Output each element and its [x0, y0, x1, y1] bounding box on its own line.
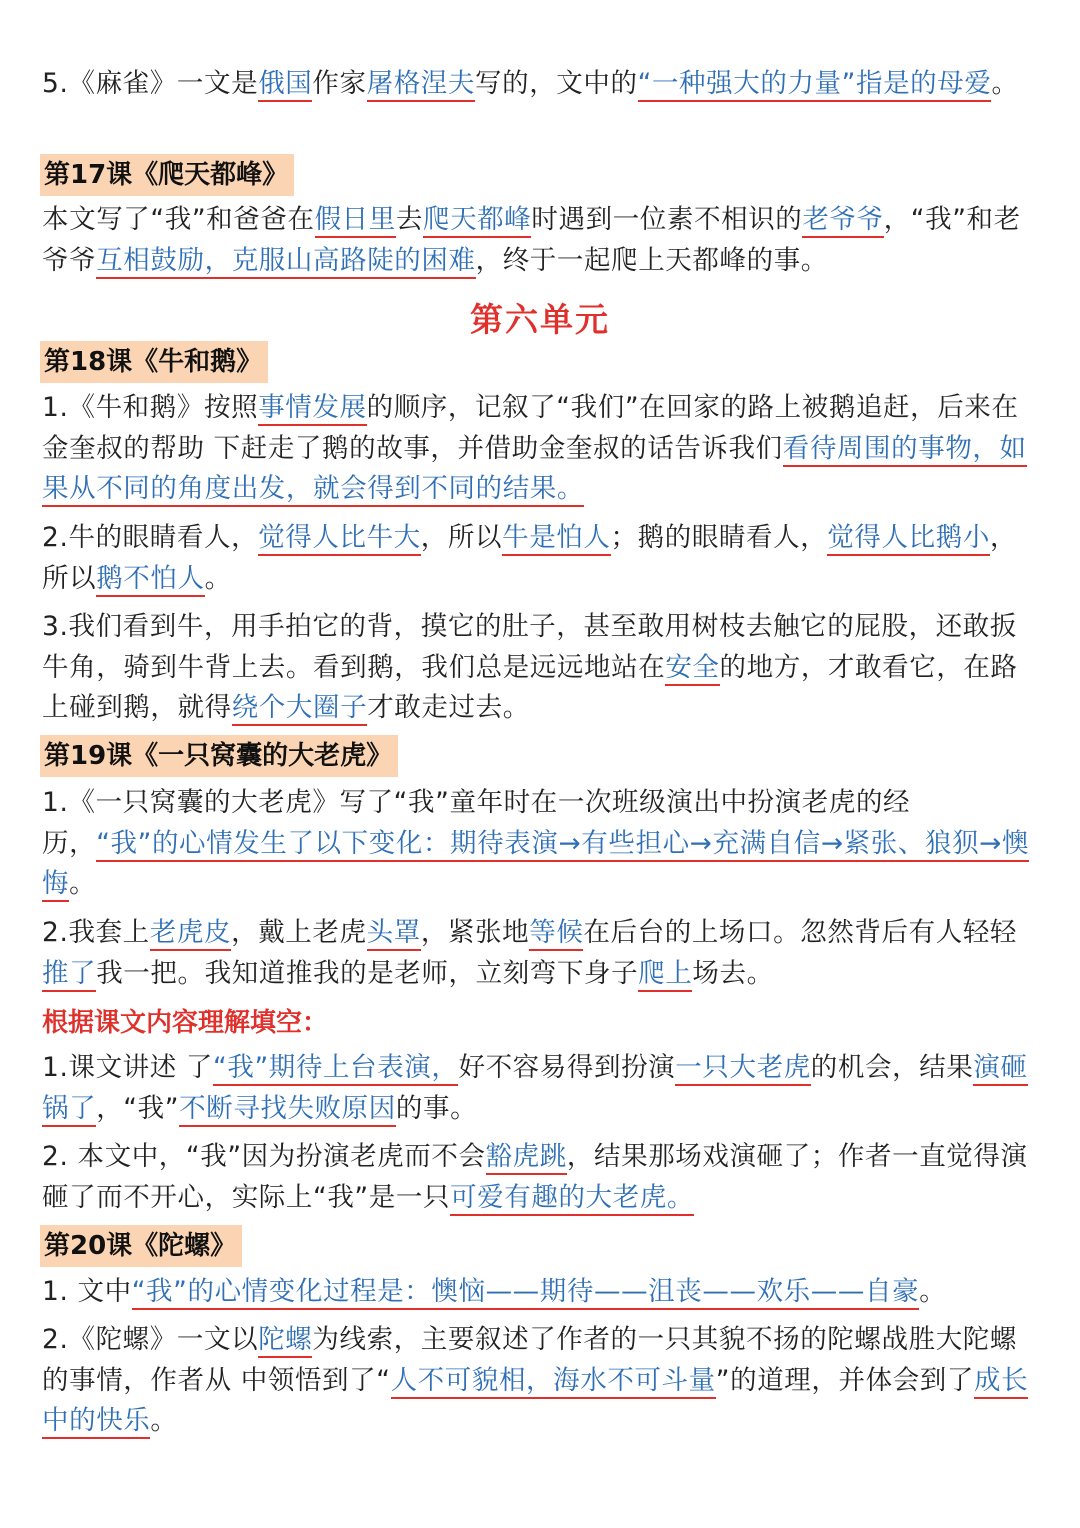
text: 1.《一只窝囊的大老虎》写了“我”童年时在一次班级演出中扮演老虎的经历，	[42, 787, 911, 859]
lesson-18-header: 第18课《牛和鹅》	[40, 341, 268, 383]
answer-blank: 豁虎跳	[486, 1141, 567, 1175]
text: 的事。	[395, 1092, 478, 1124]
lesson-20-header: 第20课《陀螺》	[40, 1225, 242, 1267]
unit-title: 第六单元	[470, 300, 610, 339]
lesson-19-point-1	[42, 783, 1042, 905]
answer-blank: 人不可貌相，海水不可斗量	[391, 1365, 716, 1399]
fill-in-question-1	[42, 1048, 1042, 1129]
lesson-17-header: 第17课《爬天都峰》	[40, 154, 294, 196]
text: 的机会，结果	[810, 1052, 974, 1083]
text: ，戴上老虎	[231, 917, 367, 948]
answer-blank: 互相鼓励，克服山高路陡的困难	[96, 245, 475, 279]
text: 1. 文中	[42, 1276, 132, 1307]
lesson-18-point-1	[42, 388, 1042, 510]
answer-blank: 牛是怕人	[502, 522, 610, 556]
lesson-18-point-3	[42, 607, 1042, 729]
answer-blank: 安全	[665, 652, 719, 686]
answer-blank: 屠格涅夫	[367, 68, 475, 102]
answer-blank: “我”的心情发生了以下变化：期待表演→有些担心→充满自信→紧张、狼狈→懊悔	[42, 828, 1029, 903]
text: ，终于一起爬上天都峰的事。	[475, 244, 828, 276]
text: 场去。	[692, 957, 774, 989]
text: 我一把。我知道推我的是老师，立刻弯下身子	[96, 957, 639, 989]
answer-blank: 可爱有趣的大老虎。	[450, 1182, 694, 1216]
answer-blank: 推了	[42, 958, 96, 992]
text: 2. 本文中，“我”因为扮演老虎而不会	[42, 1141, 486, 1172]
lesson-17-paragraph	[42, 200, 1042, 281]
lesson-19-header: 第19课《一只窝囊的大老虎》	[40, 735, 398, 777]
answer-blank: 俄国	[258, 68, 312, 102]
lesson-18-point-2	[42, 518, 1042, 599]
text: ，所以	[42, 522, 1018, 594]
text: 2.我套上	[42, 917, 150, 948]
text: 1.《牛和鹅》按照	[42, 392, 259, 423]
answer-blank: 等候	[529, 917, 583, 951]
answer-blank: 不断寻找失败原因	[179, 1093, 396, 1127]
answer-blank: 爬上	[638, 958, 692, 992]
text: 作家	[312, 68, 367, 99]
answer-blank: “我”期待上台表演，	[213, 1052, 458, 1086]
answer-blank: 假日里	[315, 204, 396, 238]
answer-blank: 觉得人比鹅小	[827, 522, 990, 556]
answer-blank: 绕个大圈子	[232, 692, 368, 726]
text: 1.课文讲述 了	[42, 1052, 214, 1083]
answer-blank: 爬天都峰	[423, 204, 531, 238]
answer-blank: 老爷爷	[802, 204, 883, 238]
fill-in-instruction: 根据课文内容理解填空：	[42, 1008, 329, 1038]
answer-blank: 演砸锅了	[42, 1052, 1028, 1127]
text: ”的道理，并体会到了	[715, 1364, 974, 1396]
text: 。	[204, 562, 232, 594]
text: 。	[150, 1405, 178, 1436]
text: 。	[69, 868, 97, 899]
answer-blank: 头罩	[367, 917, 421, 951]
text: 为线索，主要叙述了作者的一只其貌不扬的陀螺战胜大陀螺的事情，作者从 中领悟到了“	[42, 1324, 1017, 1396]
text: 2.牛的眼睛看人，	[42, 522, 259, 553]
lesson-20-point-1	[42, 1272, 1042, 1313]
answer-blank: “我”的心情变化过程是：懊恼——期待——沮丧——欢乐——自豪	[132, 1276, 919, 1310]
answer-blank: “一种强大的力量”指是的母爱	[638, 68, 992, 102]
text: ；鹅的眼睛看人，	[610, 522, 828, 553]
text: 3.我们看到牛，用手拍它的背，摸它的肚子，甚至敢用树枝去触它的屁股，还敢扳牛角，骑到牛背上去。看到鹅，我们总是远远地站在	[42, 611, 1017, 683]
text: 时遇到一位素不相识的	[531, 204, 803, 235]
answer-blank: 鹅不怕人	[96, 563, 204, 597]
text: ，结果那场戏演砸了；作者一直觉得演砸了而不开心，实际上“我”是一只	[42, 1141, 1028, 1213]
text: 好不容易得到扮演	[458, 1052, 676, 1083]
answer-blank: 陀螺	[258, 1324, 312, 1358]
text: 的地方，才敢看它，在路上碰到鹅，就得	[42, 651, 1018, 723]
text: 去	[395, 204, 423, 235]
text: 2.《陀螺》一文以	[42, 1324, 259, 1355]
lesson-20-point-2	[42, 1320, 1042, 1442]
text: 本文写了“我”和爸爸在	[42, 204, 315, 235]
fill-in-question-2	[42, 1137, 1042, 1218]
text: 在后台的上场口。忽然背后有人轻轻	[583, 917, 1018, 948]
text: ，“我”	[96, 1092, 180, 1124]
text: 写的，文中的	[475, 68, 638, 99]
text: ，所以	[420, 522, 503, 553]
answer-blank: 看待周围的事物，如果从不同的角度出发，就会得到不同的结果。	[42, 433, 1027, 508]
text: 才敢走过去。	[367, 692, 530, 723]
text: 的顺序，记叙了“我们”在回家的路上被鹅追赶，后来在金奎叔的帮助 下赶走了鹅的故事，并借助金奎叔的话告诉我们	[42, 392, 1019, 464]
answer-blank: 事情发展	[258, 392, 366, 426]
text: 。	[919, 1276, 947, 1307]
text: ，“我”和老爷爷	[42, 204, 1021, 276]
answer-blank: 老虎皮	[150, 917, 231, 951]
answer-blank: 觉得人比牛大	[258, 522, 421, 556]
answer-blank: 成长中的快乐	[42, 1365, 1028, 1440]
text: 5.《麻雀》一文是	[42, 68, 259, 99]
paragraph-maque	[42, 64, 1042, 105]
answer-blank: 一只大老虎	[675, 1052, 811, 1086]
text: ，紧张地	[420, 917, 530, 948]
text: 。	[991, 68, 1019, 99]
lesson-19-point-2	[42, 913, 1042, 994]
